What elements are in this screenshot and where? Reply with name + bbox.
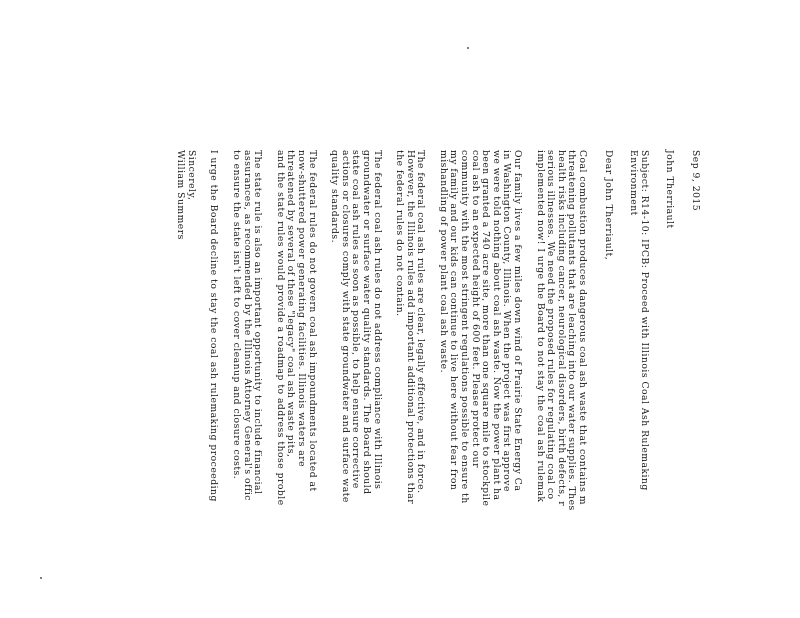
paragraph-line: groundwater or surface water quality standards. The Board should [360, 150, 372, 495]
paragraph-line: in Washington County, Illinois. When the project was first approve [501, 150, 513, 492]
paragraph-line: and the state rules would provide a roadmap to address those proble [274, 150, 286, 506]
paragraph-line: my family and our kids can continue to live here without fear fron [448, 150, 460, 491]
paragraph-line: I urge the Board decline to stay the coal ash rulemaking proceeding [208, 150, 220, 502]
paragraph-line: quality standards. [329, 150, 341, 244]
paragraph-coal-combustion [534, 150, 587, 618]
paragraph-line: Our family lives a few miles down wind of Prairie State Energy Ca [512, 150, 524, 492]
paragraph-closing-request [208, 150, 219, 618]
paragraph-water-standards [329, 150, 382, 618]
letter-date: Sep 9, 2015 [690, 150, 701, 212]
paragraph-line: the federal rules do not contain. [394, 150, 406, 317]
letter-closing: Sincerely, [185, 150, 197, 201]
paragraph-line: threatening pollutants that are leaching into our water supplies. Thes [566, 150, 578, 511]
paragraph-line: been granted a 740 acre site, more than one square mile to stockpile [480, 150, 492, 507]
paragraph-federal-rules [394, 150, 426, 618]
paragraph-line: implemented now! I urge the Board to not stay the coal ash rulemak [534, 150, 546, 503]
paragraph-line: community with the most stringent regulations possible to ensure th [459, 150, 471, 504]
paragraph-line: now-shuttered power generating facilities. Illinois waters are [295, 150, 307, 468]
subject-line: Subject: R14-10: IPCB: Proceed with Illinois Coal Ash Rulemaking [638, 150, 650, 491]
paragraph-legacy-pits [274, 150, 316, 618]
paragraph-line: state coal ash rules as soon as possible, to help ensure corrective [350, 150, 362, 489]
letter-recipient: John Therriault [664, 150, 676, 229]
paragraph-line: health risks including cancer, neurological disorders, birth defects, r [555, 150, 567, 507]
scan-speck [467, 47, 469, 49]
paragraph-line: threatened by several of these "legacy" coal ash waste pits, [285, 150, 297, 458]
paragraph-financial-assurance [230, 150, 262, 618]
letter-salutation: Dear John Therriault, [602, 150, 614, 261]
scan-speck [40, 577, 42, 579]
paragraph-line: assurances, as recommended by the Illinois Attorney General's offic [241, 150, 253, 501]
paragraph-line: actions or closures comply with state groundwater and surface wate [339, 150, 351, 503]
letter-subject [628, 150, 649, 618]
subject-line: Environment [628, 150, 640, 216]
paragraph-family [437, 150, 522, 618]
paragraph-line: The state rule is also an important opportunity to include financial [252, 150, 264, 495]
letter-body [175, 150, 700, 618]
paragraph-line: Coal combustion produces dangerous coal ash waste that contains m [577, 150, 589, 506]
paragraph-line: However, the Illinois rules add important additional protections thar [404, 150, 416, 505]
paragraph-line: serious illnesses. We need the proposed rules for regulating coal co [545, 150, 557, 500]
paragraph-line: coal ash to an expected height of 600 feet. Please protect our [469, 150, 481, 468]
paragraph-line: The federal coal ash rules do not address compliance with Illinois [371, 150, 383, 490]
paragraph-line: mishandling of power plant coal ash waste. [437, 150, 449, 374]
letter-signature: William Summers [175, 150, 187, 240]
paragraph-line: to ensure the state isn't left to cover cleanup and closure costs. [231, 150, 242, 480]
paragraph-line: The federal rules do not govern coal ash impoundments located at [306, 150, 318, 492]
paragraph-line: The federal coal ash rules are clear, legally effective, and in force. [415, 150, 427, 494]
paragraph-line: we were told nothing about coal ash waste. Now the power plant ha [490, 150, 502, 501]
